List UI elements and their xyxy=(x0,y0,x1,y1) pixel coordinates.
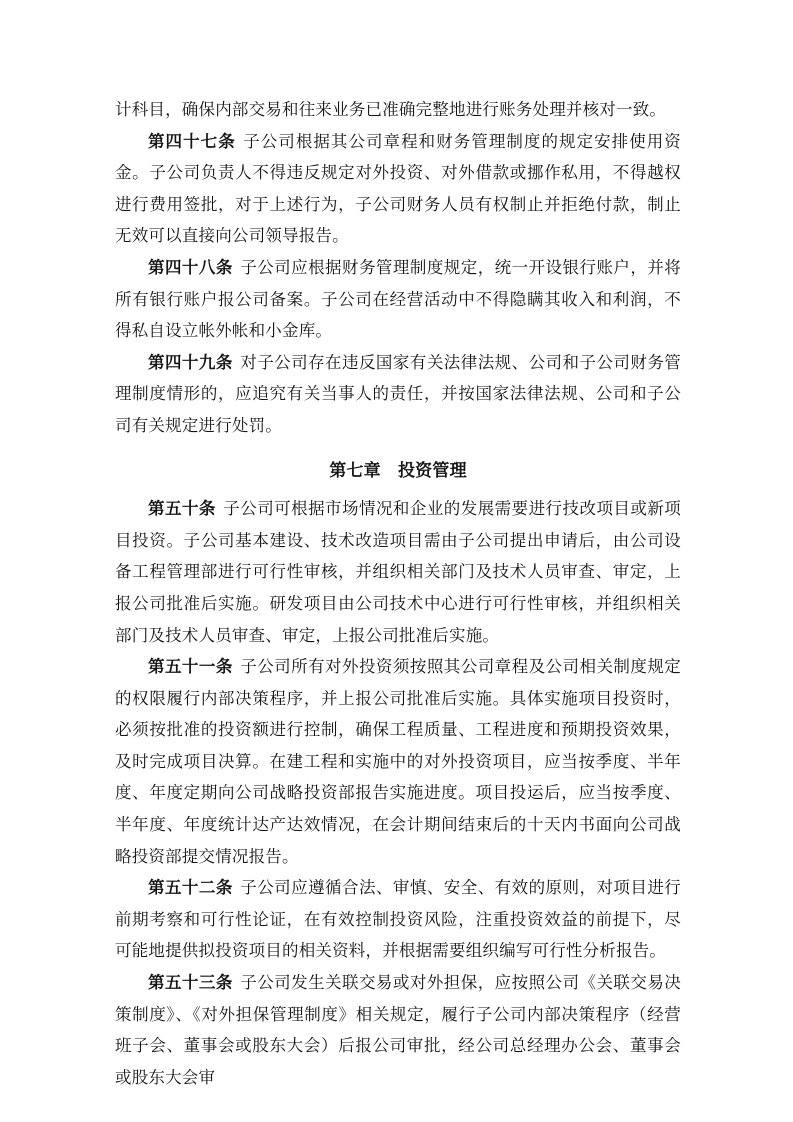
chapter-7-heading: 第七章 投资管理 xyxy=(329,460,467,480)
paragraph-article-50 xyxy=(115,493,681,651)
article-52-number: 第五十二条 xyxy=(148,878,233,898)
article-49-number: 第四十九条 xyxy=(148,352,233,372)
paragraph-article-47 xyxy=(115,126,681,252)
article-53-number: 第五十三条 xyxy=(148,973,233,993)
article-47-text: 子公司根据其公司章程和财务管理制度的规定安排使用资金。子公司负责人不得违反规定对外投资、对外借款或挪作私用，不得越权进行费用签批，对于上述行为，子公司财务人员有权制止并拒绝付款，制止无效可以直接向公司领导报告。 xyxy=(115,131,682,246)
paragraph-article-48 xyxy=(115,252,681,347)
paragraph-article-53 xyxy=(115,967,681,1093)
article-52-text: 子公司应遵循合法、审慎、安全、有效的原则，对项目进行前期考察和可行性论证，在有效控制投资风险，注重投资效益的前提下，尽可能地提供拟投资项目的相关资料，并根据需要组织编写可行性分析报告。 xyxy=(115,878,681,961)
paragraph-continuation: 计科目，确保内部交易和往来业务已准确完整地进行账务处理并核对一致。 xyxy=(115,100,667,119)
article-48-number: 第四十八条 xyxy=(148,257,233,277)
article-50-number: 第五十条 xyxy=(148,499,216,519)
article-49-text: 对子公司存在违反国家有关法律法规、公司和子公司财务管理制度情形的，应追究有关当事人的责任，并按国家法律法规、公司和子公司有关规定进行处罚。 xyxy=(115,352,681,435)
article-51-number: 第五十一条 xyxy=(148,657,233,677)
article-47-number: 第四十七条 xyxy=(148,131,236,151)
article-48-text: 子公司应根据财务管理制度规定，统一开设银行账户，并将所有银行账户报公司备案。子公司在经营活动中不得隐瞒其收入和利润，不得私自设立帐外帐和小金库。 xyxy=(115,257,681,341)
article-53-text: 子公司发生关联交易或对外担保，应按照公司《关联交易决策制度》、《对外担保管理制度》相关规定，履行子公司内部决策程序（经营班子会、董事会或股东大会）后报公司审批，经公司总经理办公会、董事会或股东大会审 xyxy=(115,973,681,1087)
article-50-text: 子公司可根据市场情况和企业的发展需要进行技改项目或新项目投资。子公司基本建设、技术改造项目需由子公司提出申请后，由公司设备工程管理部进行可行性审核，并组织相关部门及技术人员审查、审定，上报公司批准后实施。研发项目由公司技术中心进行可行性审核，并组织相关部门及技术人员审查、审定，上报公司批准后实施。 xyxy=(115,499,681,645)
paragraph-article-49 xyxy=(115,347,681,442)
article-51-text: 子公司所有对外投资须按照其公司章程及公司相关制度规定的权限履行内部决策程序，并上报公司批准后实施。具体实施项目投资时，必须按批准的投资额进行控制，确保工程质量、工程进度和预期投资效果，及时完成项目决算。在建工程和实施中的对外投资项目，应当按季度、半年度、年度定期向公司战略投资部报告实施进度。项目投运后，应当按季度、半年度、年度统计达产达效情况，在会计期间结束后的十天内书面向公司战略投资部提交情况报告。 xyxy=(115,657,681,866)
document-content xyxy=(115,94,681,1093)
paragraph-article-52 xyxy=(115,872,681,967)
paragraph-article-51 xyxy=(115,651,681,872)
